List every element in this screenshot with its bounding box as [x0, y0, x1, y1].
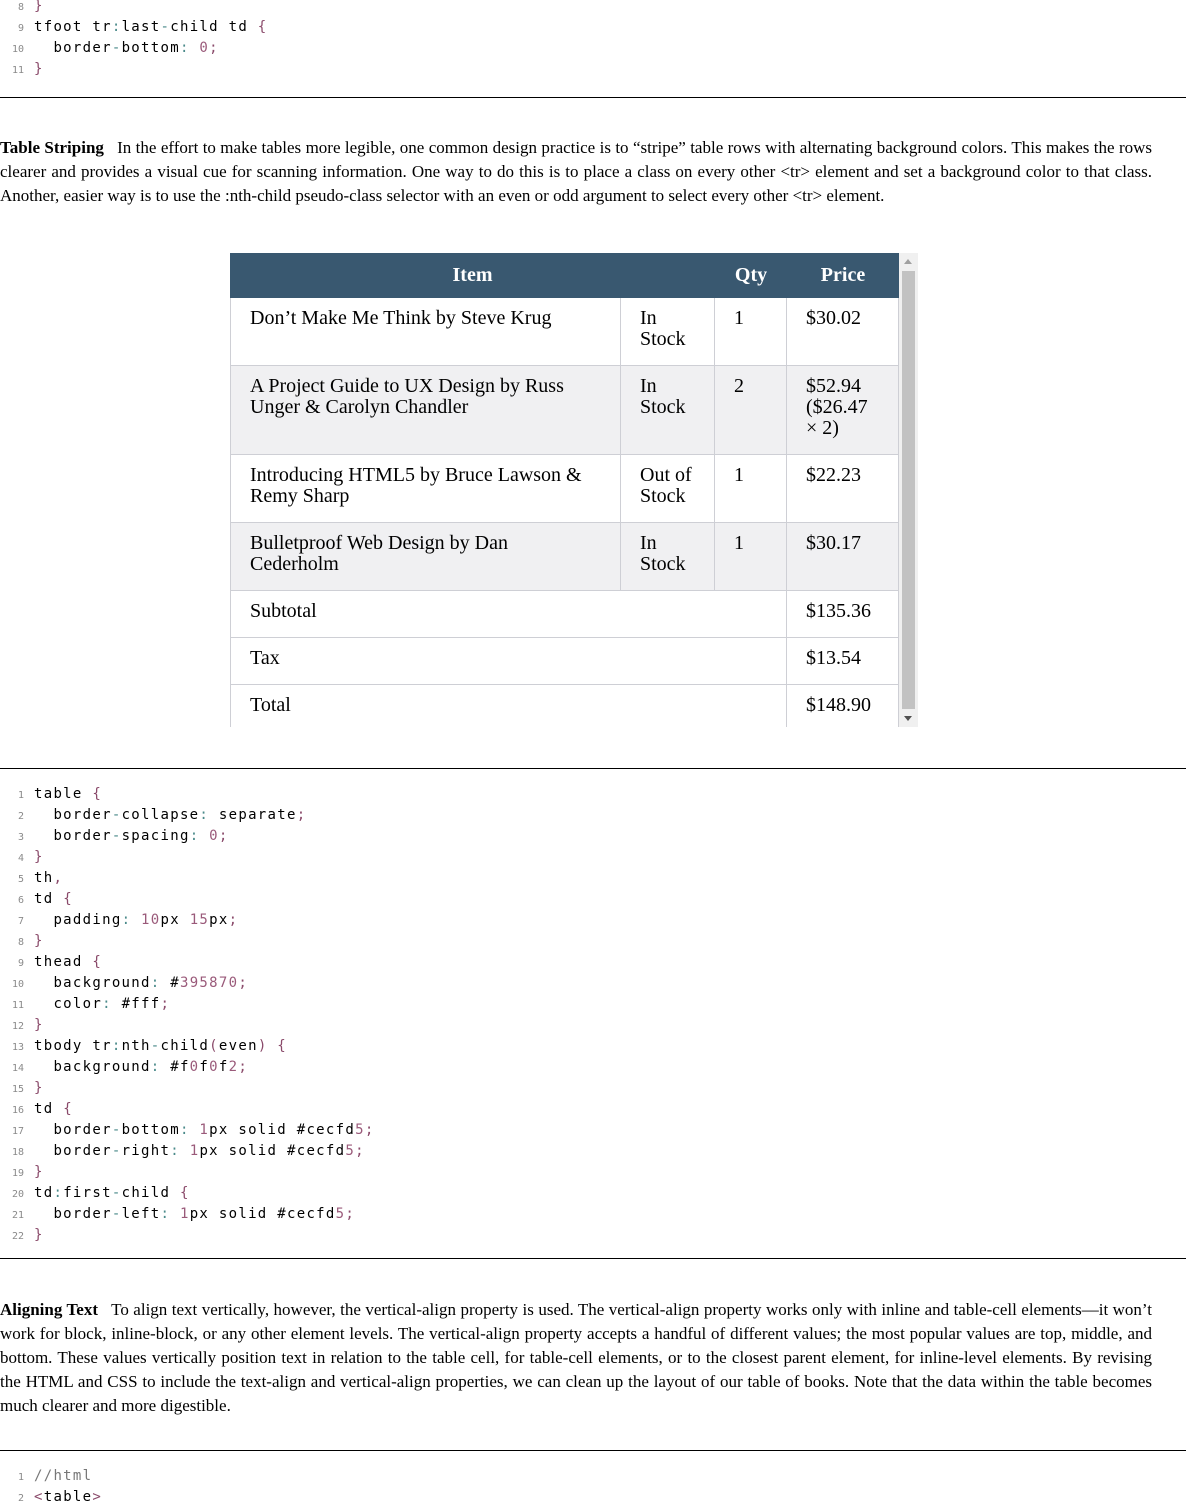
code-text: color: #fff;	[34, 996, 171, 1012]
code-line	[0, 1162, 44, 1183]
code-line	[0, 952, 102, 973]
footer-value: $148.90	[787, 685, 899, 727]
line-number: 11	[11, 65, 24, 76]
divider	[0, 97, 1186, 98]
cell-qty: 1	[715, 298, 787, 366]
code-text: <table>	[34, 1489, 103, 1505]
code-text: background: #395870;	[34, 975, 249, 991]
paragraph-text: In the effort to make tables more legible, one common design practice is to “stripe” table rows with alternating background colors. This makes the rows clearer and provides a visual cue for scanning information. One way to do this is to place a class on every other <tr> element and set a background color to that class. Another, easier way is to use the :nth-child pseudo-class selector with an even or odd argument to select every other <tr> element.	[0, 138, 1153, 205]
code-text: background: #f0f0f2;	[34, 1059, 249, 1075]
code-text: border-right: 1px solid #cecfd5;	[34, 1143, 365, 1159]
code-text: table {	[34, 786, 103, 802]
code-line	[0, 847, 44, 868]
code-text: //html	[34, 1468, 93, 1484]
paragraph-aligning-text	[0, 1298, 1152, 1418]
line-number: 21	[11, 1210, 24, 1221]
header-qty: Qty	[715, 253, 787, 298]
code-text: }	[34, 1080, 44, 1096]
code-text: }	[34, 849, 44, 865]
table-scrollbar[interactable]	[899, 253, 918, 727]
code-line	[0, 1466, 92, 1487]
heading-table-striping: Table Striping	[0, 138, 104, 157]
table-row	[230, 298, 899, 366]
line-number: 11	[11, 1000, 24, 1011]
line-number: 10	[11, 44, 24, 55]
code-line	[0, 931, 44, 952]
line-number: 14	[11, 1063, 24, 1074]
code-text: td {	[34, 1101, 73, 1117]
line-number: 20	[11, 1189, 24, 1200]
code-line	[0, 1183, 190, 1204]
cell-availability: In Stock	[621, 298, 715, 366]
code-line	[0, 826, 229, 847]
table-screenshot	[230, 253, 918, 727]
code-text: td {	[34, 891, 73, 907]
code-text: }	[34, 1227, 44, 1243]
line-number: 22	[11, 1231, 24, 1242]
code-line	[0, 0, 44, 17]
code-line	[0, 17, 268, 38]
cell-item: Don’t Make Me Think by Steve Krug	[230, 298, 621, 366]
line-number: 7	[17, 916, 24, 927]
code-line	[0, 38, 219, 59]
cell-item: A Project Guide to UX Design by Russ Unger & Carolyn Chandler	[230, 366, 621, 455]
code-text: tfoot tr:last-child td {	[34, 19, 268, 35]
footer-value: $13.54	[787, 638, 899, 685]
line-number: 17	[11, 1126, 24, 1137]
footer-row-tax	[230, 638, 899, 685]
code-text: border-spacing: 0;	[34, 828, 229, 844]
table-row	[230, 455, 899, 523]
code-line	[0, 805, 306, 826]
paragraph-table-striping	[0, 136, 1152, 208]
code-line	[0, 1015, 44, 1036]
line-number: 2	[17, 811, 24, 822]
line-number: 19	[11, 1168, 24, 1179]
code-line	[0, 1099, 73, 1120]
cell-qty: 2	[715, 366, 787, 455]
table-row	[230, 523, 899, 591]
line-number: 15	[11, 1084, 24, 1095]
line-number: 6	[17, 895, 24, 906]
code-line	[0, 1036, 287, 1057]
cell-qty: 1	[715, 523, 787, 591]
cell-price: $52.94 ($26.47 × 2)	[787, 366, 899, 455]
footer-row-total	[230, 685, 899, 727]
header-item: Item	[230, 253, 715, 298]
line-number: 10	[11, 979, 24, 990]
heading-aligning-text: Aligning Text	[0, 1300, 99, 1319]
footer-label: Tax	[230, 638, 787, 685]
books-table	[230, 253, 899, 727]
footer-value: $135.36	[787, 591, 899, 638]
paragraph-text: To align text vertically, however, the vertical-align property is used. The vertical-align property works only with inline and table-cell elements—it won’t work for block, inline-block, or any other element levels. The vertical-align property accepts a handful of different values; the most popular values are top, middle, and bottom. These values vertically position text in relation to the table cell, for table-cell elements, or to the closest parent element, for inline-level elements. By revising the HTML and CSS to include the text-align and vertical-align properties, we can clean up the layout of our table of books. Note that the data within the table becomes much clearer and more digestible.	[0, 1300, 1152, 1415]
cell-availability: Out of Stock	[621, 455, 715, 523]
code-text: }	[34, 1164, 44, 1180]
line-number: 18	[11, 1147, 24, 1158]
line-number: 4	[17, 853, 24, 864]
line-number: 9	[17, 23, 24, 34]
code-line	[0, 1204, 355, 1225]
code-line	[0, 868, 63, 889]
code-text: thead {	[34, 954, 103, 970]
line-number: 3	[17, 832, 24, 843]
code-line	[0, 1120, 375, 1141]
line-number: 16	[11, 1105, 24, 1116]
line-number: 8	[17, 2, 24, 13]
line-number: 5	[17, 874, 24, 885]
code-line	[0, 1078, 44, 1099]
code-line	[0, 1141, 365, 1162]
line-number: 9	[17, 958, 24, 969]
code-line	[0, 910, 238, 931]
code-text: border-collapse: separate;	[34, 807, 307, 823]
code-text: td:first-child {	[34, 1185, 190, 1201]
code-text: border-bottom: 0;	[34, 40, 219, 56]
code-text: padding: 10px 15px;	[34, 912, 239, 928]
footer-label: Subtotal	[230, 591, 787, 638]
line-number: 1	[17, 790, 24, 801]
code-line	[0, 889, 73, 910]
code-text: }	[34, 61, 44, 77]
line-number: 12	[11, 1021, 24, 1032]
code-line	[0, 1225, 44, 1246]
cell-availability: In Stock	[621, 523, 715, 591]
code-text: tbody tr:nth-child(even) {	[34, 1038, 288, 1054]
footer-label: Total	[230, 685, 787, 727]
table-row	[230, 366, 899, 455]
header-price: Price	[787, 253, 899, 298]
code-text: th,	[34, 870, 64, 886]
code-line	[0, 973, 248, 994]
code-text: border-bottom: 1px solid #cecfd5;	[34, 1122, 375, 1138]
divider	[0, 1258, 1186, 1259]
line-number: 13	[11, 1042, 24, 1053]
scroll-up-arrow-icon[interactable]	[904, 259, 912, 264]
cell-price: $30.02	[787, 298, 899, 366]
cell-price: $30.17	[787, 523, 899, 591]
cell-availability: In Stock	[621, 366, 715, 455]
divider	[0, 1450, 1186, 1451]
code-line	[0, 1487, 102, 1508]
line-number: 1	[17, 1472, 24, 1483]
cell-qty: 1	[715, 455, 787, 523]
line-number: 2	[17, 1493, 24, 1504]
code-line	[0, 1057, 248, 1078]
code-text: }	[34, 1017, 44, 1033]
scroll-down-arrow-icon[interactable]	[904, 716, 912, 721]
footer-row-subtotal	[230, 591, 899, 638]
code-text: }	[34, 0, 44, 14]
cell-item: Bulletproof Web Design by Dan Cederholm	[230, 523, 621, 591]
code-line	[0, 994, 170, 1015]
line-number: 8	[17, 937, 24, 948]
cell-item: Introducing HTML5 by Bruce Lawson & Remy Sharp	[230, 455, 621, 523]
cell-price: $22.23	[787, 455, 899, 523]
code-text: border-left: 1px solid #cecfd5;	[34, 1206, 356, 1222]
code-text: }	[34, 933, 44, 949]
scrollbar-thumb[interactable]	[902, 271, 915, 709]
code-line	[0, 59, 44, 80]
divider	[0, 768, 1186, 769]
code-line	[0, 784, 102, 805]
